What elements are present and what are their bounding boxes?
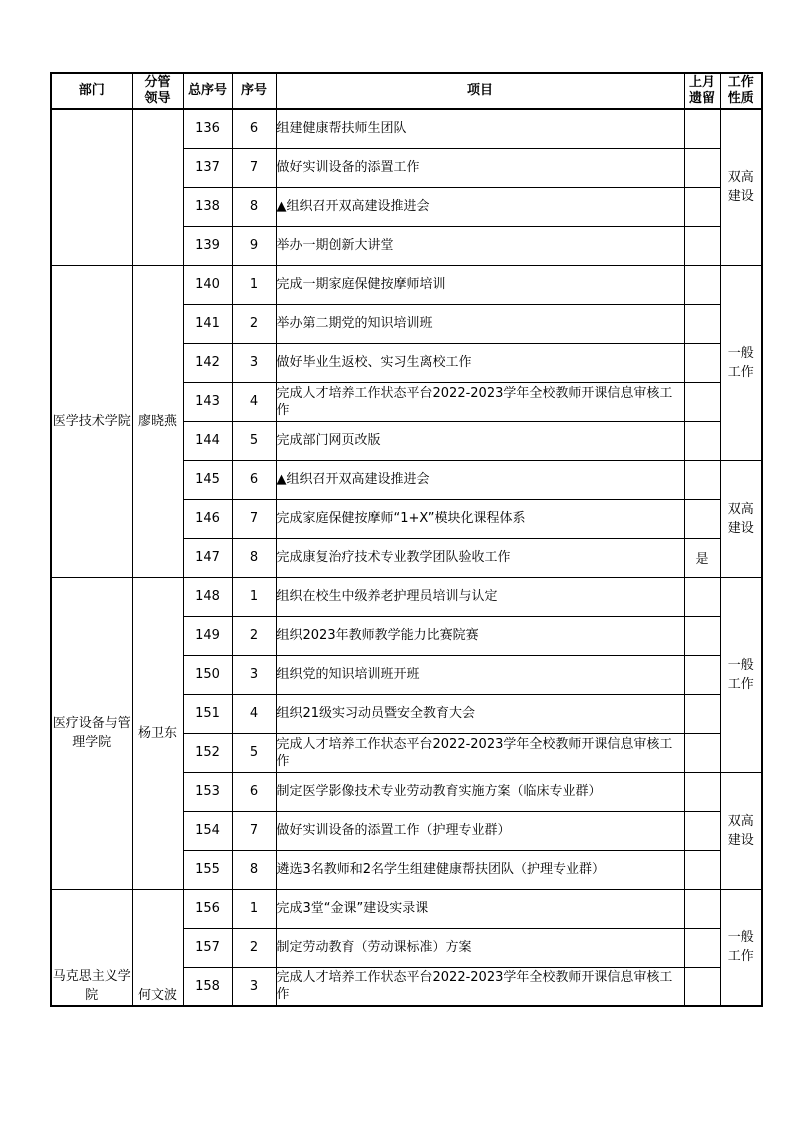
total-no-cell: 148 [183, 577, 232, 616]
total-no-cell: 149 [183, 616, 232, 655]
table-row [51, 265, 762, 304]
carryover-cell [684, 421, 720, 460]
header-row [51, 73, 762, 109]
item-cell: 举办第二期党的知识培训班 [276, 304, 684, 343]
carryover-cell: 是 [684, 538, 720, 577]
item-cell: ▲组织召开双高建设推进会 [276, 187, 684, 226]
no-cell: 4 [232, 382, 276, 421]
carryover-cell [684, 655, 720, 694]
no-cell: 9 [232, 226, 276, 265]
no-cell: 7 [232, 499, 276, 538]
header-carryover-text: 上月 遗留 [688, 75, 715, 106]
no-cell: 8 [232, 850, 276, 889]
no-cell: 5 [232, 733, 276, 772]
no-cell: 3 [232, 655, 276, 694]
total-no-cell: 137 [183, 148, 232, 187]
dept-cell [51, 109, 132, 265]
carryover-cell [684, 265, 720, 304]
nature-cell [720, 265, 762, 460]
carryover-cell [684, 109, 720, 148]
total-no-cell: 158 [183, 967, 232, 1006]
header-dept: 部门 [51, 73, 132, 109]
nature-label: 双高 建设 [727, 170, 754, 205]
dept-cell: 马克思主义学院 [51, 889, 132, 1006]
carryover-cell [684, 772, 720, 811]
item-cell: 举办一期创新大讲堂 [276, 226, 684, 265]
no-cell: 1 [232, 577, 276, 616]
table-row [51, 577, 762, 616]
no-cell: 2 [232, 304, 276, 343]
carryover-cell [684, 343, 720, 382]
no-cell: 6 [232, 109, 276, 148]
item-cell: 做好毕业生返校、实习生离校工作 [276, 343, 684, 382]
item-cell: 组织在校生中级养老护理员培训与认定 [276, 577, 684, 616]
total-no-cell: 146 [183, 499, 232, 538]
total-no-cell: 142 [183, 343, 232, 382]
total-no-cell: 138 [183, 187, 232, 226]
item-cell: 制定劳动教育（劳动课标准）方案 [276, 928, 684, 967]
item-cell: 完成人才培养工作状态平台2022-2023学年全校教师开课信息审核工作 [276, 967, 684, 1006]
item-cell: 制定医学影像技术专业劳动教育实施方案（临床专业群） [276, 772, 684, 811]
no-cell: 7 [232, 148, 276, 187]
total-no-cell: 151 [183, 694, 232, 733]
carryover-cell [684, 187, 720, 226]
item-cell: 组织21级实习动员暨安全教育大会 [276, 694, 684, 733]
no-cell: 1 [232, 889, 276, 928]
header-carryover [684, 73, 720, 109]
no-cell: 1 [232, 265, 276, 304]
table-body [51, 109, 762, 1006]
item-cell: ▲组织召开双高建设推进会 [276, 460, 684, 499]
nature-label: 一般 工作 [727, 930, 754, 965]
no-cell: 3 [232, 967, 276, 1006]
nature-cell [720, 772, 762, 889]
no-cell: 5 [232, 421, 276, 460]
nature-label: 一般 工作 [727, 657, 754, 692]
carryover-cell [684, 694, 720, 733]
total-no-cell: 145 [183, 460, 232, 499]
total-no-cell: 155 [183, 850, 232, 889]
dept-cell: 医学技术学院 [51, 265, 132, 577]
item-cell: 组织党的知识培训班开班 [276, 655, 684, 694]
total-no-cell: 144 [183, 421, 232, 460]
leader-cell [132, 109, 183, 265]
nature-cell [720, 460, 762, 577]
carryover-cell [684, 733, 720, 772]
carryover-cell [684, 148, 720, 187]
item-cell: 做好实训设备的添置工作 [276, 148, 684, 187]
item-cell: 完成部门网页改版 [276, 421, 684, 460]
total-no-cell: 154 [183, 811, 232, 850]
total-no-cell: 150 [183, 655, 232, 694]
header-leader-text: 分管 领导 [144, 75, 171, 106]
header-nature [720, 73, 762, 109]
item-cell: 遴选3名教师和2名学生组建健康帮扶团队（护理专业群） [276, 850, 684, 889]
nature-label: 一般 工作 [727, 345, 754, 380]
item-cell: 完成康复治疗技术专业教学团队验收工作 [276, 538, 684, 577]
carryover-cell [684, 850, 720, 889]
carryover-cell [684, 889, 720, 928]
no-cell: 8 [232, 187, 276, 226]
total-no-cell: 152 [183, 733, 232, 772]
total-no-cell: 141 [183, 304, 232, 343]
carryover-cell [684, 226, 720, 265]
carryover-cell [684, 304, 720, 343]
total-no-cell: 140 [183, 265, 232, 304]
table-row [51, 109, 762, 148]
leader-cell: 何文波 [132, 889, 183, 1006]
no-cell: 2 [232, 616, 276, 655]
no-cell: 3 [232, 343, 276, 382]
carryover-cell [684, 967, 720, 1006]
total-no-cell: 157 [183, 928, 232, 967]
table-row [51, 889, 762, 928]
total-no-cell: 153 [183, 772, 232, 811]
no-cell: 6 [232, 772, 276, 811]
carryover-cell [684, 577, 720, 616]
carryover-cell [684, 382, 720, 421]
total-no-cell: 156 [183, 889, 232, 928]
item-cell: 完成人才培养工作状态平台2022-2023学年全校教师开课信息审核工作 [276, 733, 684, 772]
nature-label: 双高 建设 [727, 813, 754, 848]
no-cell: 7 [232, 811, 276, 850]
carryover-cell [684, 616, 720, 655]
item-cell: 完成一期家庭保健按摩师培训 [276, 265, 684, 304]
item-cell: 组建健康帮扶师生团队 [276, 109, 684, 148]
nature-cell [720, 577, 762, 772]
carryover-cell [684, 460, 720, 499]
item-cell: 组织2023年教师教学能力比赛院赛 [276, 616, 684, 655]
item-cell: 完成家庭保健按摩师“1+X”模块化课程体系 [276, 499, 684, 538]
item-cell: 完成3堂“金课”建设实录课 [276, 889, 684, 928]
nature-cell [720, 889, 762, 1006]
header-nature-text: 工作 性质 [727, 75, 754, 106]
total-no-cell: 143 [183, 382, 232, 421]
leader-cell: 廖晓燕 [132, 265, 183, 577]
carryover-cell [684, 811, 720, 850]
item-cell: 做好实训设备的添置工作（护理专业群） [276, 811, 684, 850]
no-cell: 6 [232, 460, 276, 499]
leader-cell: 杨卫东 [132, 577, 183, 889]
no-cell: 8 [232, 538, 276, 577]
header-total-no: 总序号 [183, 73, 232, 109]
header-no: 序号 [232, 73, 276, 109]
no-cell: 4 [232, 694, 276, 733]
nature-cell [720, 109, 762, 265]
no-cell: 2 [232, 928, 276, 967]
header-leader [132, 73, 183, 109]
header-item: 项目 [276, 73, 684, 109]
total-no-cell: 139 [183, 226, 232, 265]
carryover-cell [684, 928, 720, 967]
nature-label: 双高 建设 [727, 501, 754, 536]
total-no-cell: 136 [183, 109, 232, 148]
item-cell: 完成人才培养工作状态平台2022-2023学年全校教师开课信息审核工作 [276, 382, 684, 421]
work-plan-table [50, 72, 763, 1007]
total-no-cell: 147 [183, 538, 232, 577]
dept-cell: 医疗设备与管理学院 [51, 577, 132, 889]
carryover-cell [684, 499, 720, 538]
